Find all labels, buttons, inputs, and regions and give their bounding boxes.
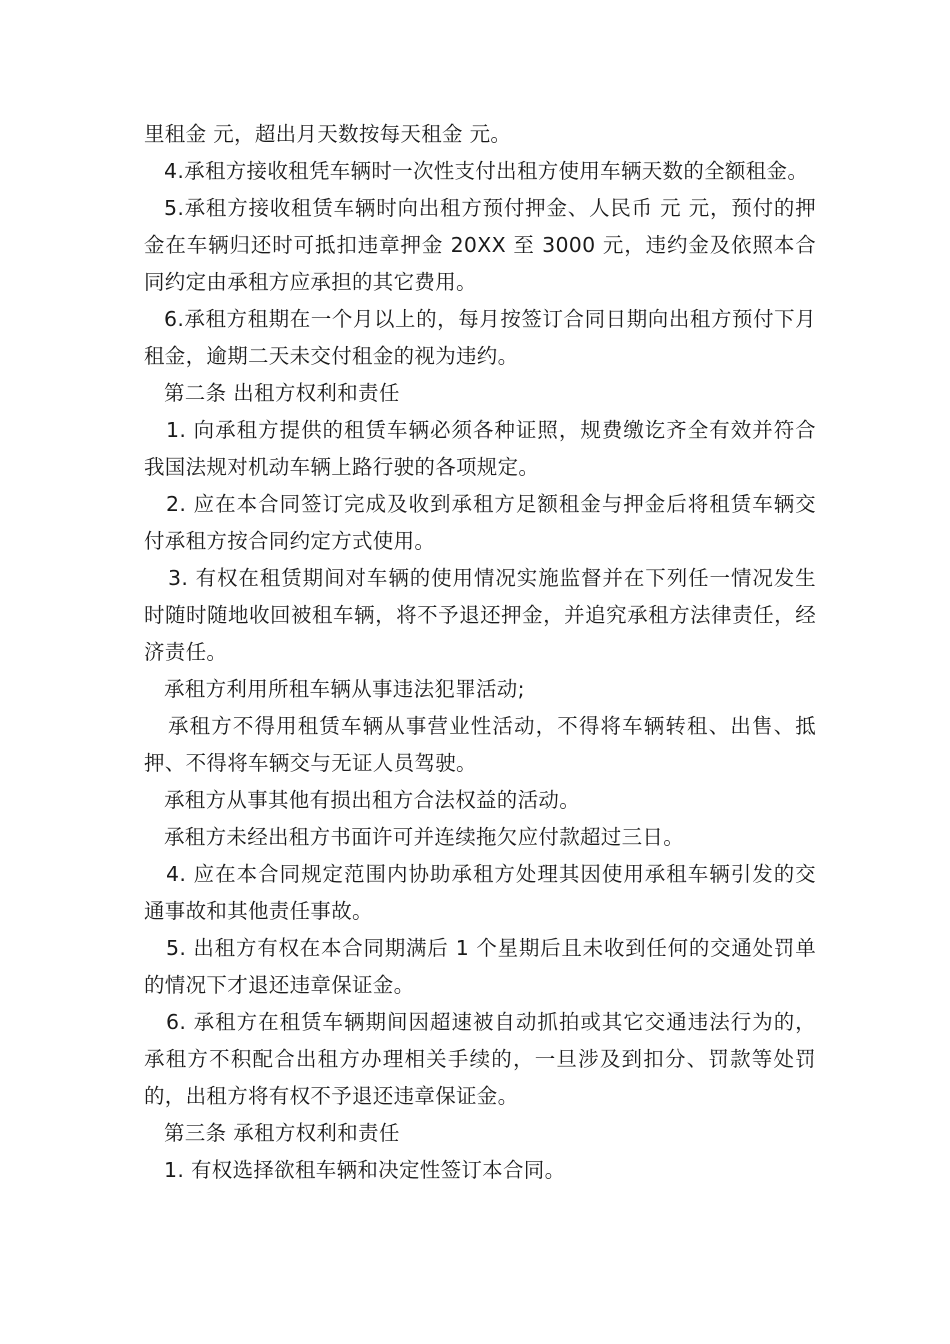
paragraph-lessor-1: 1. 向承租方提供的租赁车辆必须各种证照，规费缴讫齐全有效并符合我国法规对机动车辆上路行驶的各项规定。 [144, 418, 816, 479]
paragraph-lessor-3: 3. 有权在租赁期间对车辆的使用情况实施监督并在下列任一情况发生时随时随地收回被租车辆，将不予退还押金，并追究承租方法律责任，经济责任。 [144, 566, 816, 664]
paragraph-lessee-1: 1. 有权选择欲租车辆和决定性签订本合同。 [164, 1158, 566, 1182]
paragraph-clause-5-deposit: 5.承租方接收租赁车辆时向出租方预付押金、人民币 元 元，预付的押金在车辆归还时可抵扣违章押金 20XX 至 3000 元，违约金及依照本合同约定由承租方应承担的其它费用。 [144, 196, 816, 294]
paragraph-clause-6-monthly: 6.承租方租期在一个月以上的，每月按签订合同日期向出租方预付下月租金，逾期二天未交付租金的视为违约。 [144, 307, 816, 368]
section-heading-article-3: 第三条 承租方权利和责任 [164, 1121, 400, 1145]
paragraph-item-harm-interests: 承租方从事其他有损出租方合法权益的活动。 [164, 788, 580, 812]
section-heading-article-2: 第二条 出租方权利和责任 [164, 381, 400, 405]
paragraph-item-illegal-use: 承租方利用所租车辆从事违法犯罪活动; [164, 677, 525, 701]
paragraph-lessor-5: 5. 出租方有权在本合同期满后 1 个星期后且未收到任何的交通处罚单的情况下才退还违章保证金。 [144, 936, 816, 997]
paragraph-lessor-6: 6. 承租方在租赁车辆期间因超速被自动抓拍或其它交通违法行为的，承租方不积配合出租方办理相关手续的，一旦涉及到扣分、罚款等处罚的，出租方将有权不予退还违章保证金。 [144, 1010, 816, 1108]
paragraph-item-no-commercial: 承租方不得用租赁车辆从事营业性活动，不得将车辆转租、出售、抵押、不得将车辆交与无证人员驾驶。 [144, 714, 816, 775]
paragraph-lessor-4: 4. 应在本合同规定范围内协助承租方处理其因使用承租车辆引发的交通事故和其他责任事故。 [144, 862, 816, 923]
document-body [144, 116, 816, 1189]
paragraph-rent-overflow: 里租金 元，超出月天数按每天租金 元。 [144, 122, 512, 146]
paragraph-clause-4-full-rent: 4.承租方接收租凭车辆时一次性支付出租方使用车辆天数的全额租金。 [164, 159, 809, 183]
paragraph-lessor-2: 2. 应在本合同签订完成及收到承租方足额租金与押金后将租赁车辆交付承租方按合同约定方式使用。 [144, 492, 816, 553]
paragraph-item-arrears: 承租方未经出租方书面许可并连续拖欠应付款超过三日。 [164, 825, 684, 849]
